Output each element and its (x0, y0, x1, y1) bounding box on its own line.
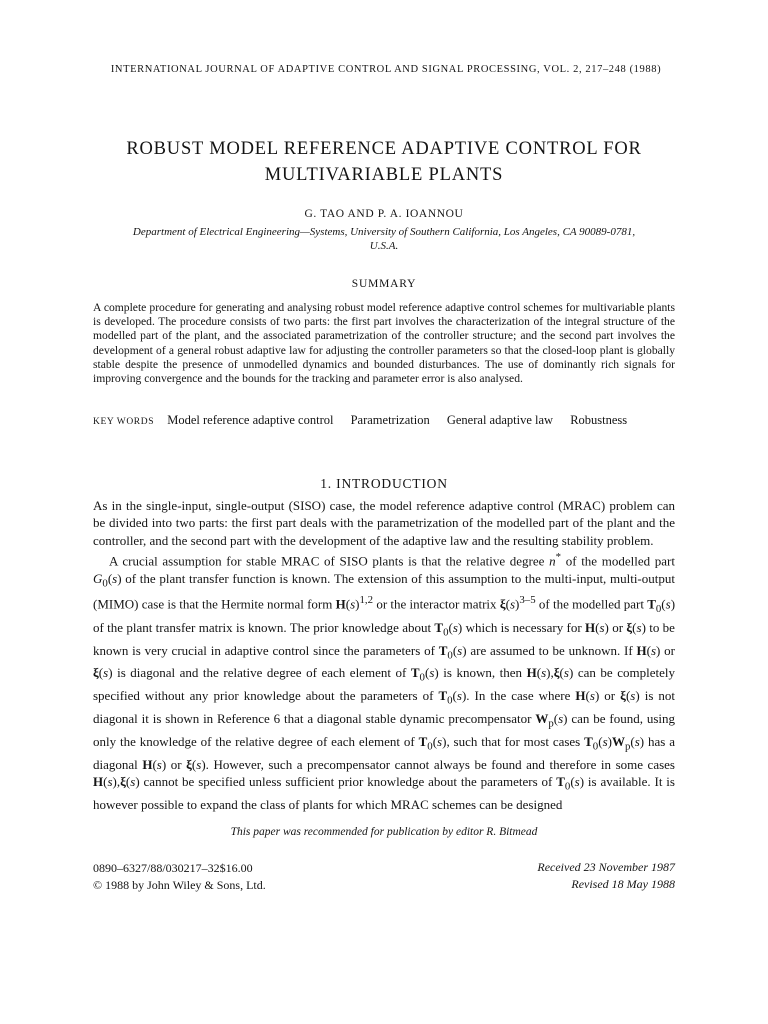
editor-footnote: This paper was recommended for publication by editor R. Bitmead (230, 826, 538, 838)
introduction-text (93, 497, 675, 813)
paragraph: As in the single-input, single-output (SISO) case, the model reference adaptive control (MRAC) problem can be divided into two parts: the first part deals with the parametrization of the modelled part of the plant and the controller, and the second part with the development of the adaptive law and the resulting stability problem. (93, 498, 675, 548)
summary-heading: SUMMARY (351, 278, 417, 290)
received-date: Received 23 November 1987 (537, 860, 675, 874)
running-head: INTERNATIONAL JOURNAL OF ADAPTIVE CONTROL AND SIGNAL PROCESSING, VOL. 2, 217–248 (1988) (110, 64, 662, 75)
affiliation-line-2: U.S.A. (369, 240, 399, 252)
paragraph: A crucial assumption for stable MRAC of SISO plants is that the relative degree n* of the modelled part $G_0(s)$ of the plant transfer function is known. The extension of this assumption to the multi-input, multi-output (MIMO) case is that the Hermite normal form $H(s)^{1,2}$ or the interactor matrix $\xi(s)^{3-5}$ of the modelled part $T_0(s)$ of the plant transfer matrix is known. The prior knowledge about $T_0(s)$ which is necessary for H(s) or ξ(s) to be known is very crucial in adaptive control since the parameters of $T_0(s)$ are assumed to be unknown. If H(s) or ξ(s) is diagonal and the relative degree of each element of $T_0(s)$ is known, then H(s),ξ(s) can be completely specified without any prior knowledge about the parameters of $T_0(s)$. In the case where H(s) or ξ(s) is not diagonal it is shown in Reference 6 that a diagonal stable dynamic precompensator $W_p(s)$ can be found, using only the knowledge of the relative degree of each element of $T_0(s)$, such that for most cases $T_0(s)W_p(s)$ has a diagonal H(s) or ξ(s). However, such a precompensator cannot always be found and therefore in some cases H(s),ξ(s) cannot be specified unless sufficient prior knowledge about the parameters of $T_0(s)$ is available. It is however possible to expand the class of plants for which MRAC schemes can be designed (93, 550, 676, 813)
section-heading: 1. INTRODUCTION (320, 476, 448, 491)
copyright: © 1988 by John Wiley & Sons, Ltd. (93, 878, 266, 892)
title-line-1: ROBUST MODEL REFERENCE ADAPTIVE CONTROL FOR (126, 139, 642, 159)
key-word: Robustness (570, 413, 628, 427)
paper-title (80, 136, 688, 188)
key-words-label: KEY WORDS (93, 417, 155, 427)
authors: G. TAO AND P. A. IOANNOU (304, 208, 464, 220)
key-words (93, 413, 683, 428)
affiliation-line-1: Department of Electrical Engineering—Systems, University of Southern California, Los Angeles, CA 90089-0781, (132, 226, 636, 238)
key-word: General adaptive law (446, 413, 554, 427)
summary-text: A complete procedure for generating and analysing robust model reference adaptive control schemes for multivariable plants is developed. The procedure consists of two parts: the first part involves the characterization of the integral structure of the modelled part of the plant, and the associated parametrization of the controller structure; and the second part involves the development of a general robust adaptive law for adjusting the controller parameters so that the closed-loop plant is globally stable despite the presence of unmodelled dynamics and bounded disturbances. The use of dominantly rich signals for improving convergence and the bounds for the tracking and parameter error is also analysed. (93, 301, 675, 386)
publication-info (93, 860, 266, 894)
key-word: Parametrization (350, 413, 430, 427)
key-word: Model reference adaptive control (167, 413, 334, 427)
dates (420, 859, 675, 893)
title-line-2: MULTIVARIABLE PLANTS (264, 165, 504, 185)
affiliation (92, 225, 676, 253)
article-code: 0890–6327/88/030217–32$16.00 (93, 861, 253, 875)
revised-date: Revised 18 May 1988 (571, 877, 675, 891)
